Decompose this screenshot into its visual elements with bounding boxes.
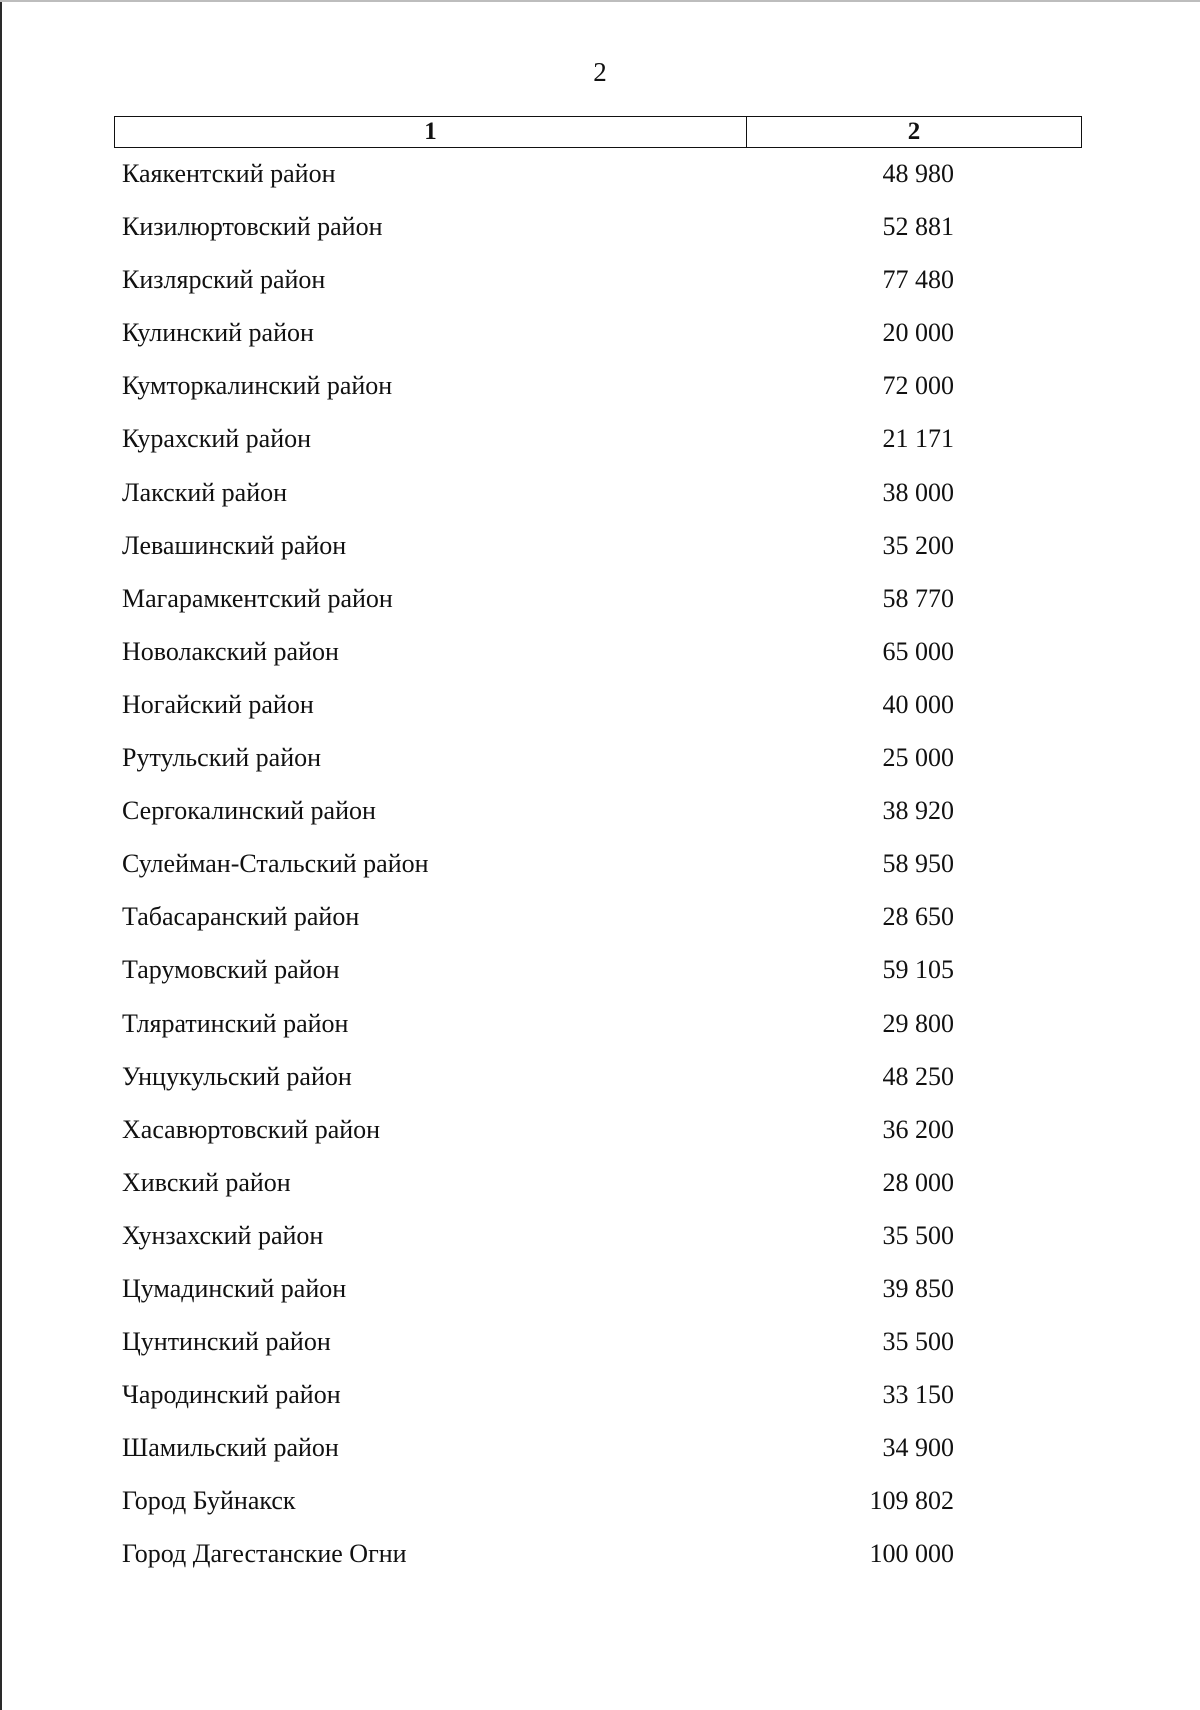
district-name: Город Дагестанские Огни — [122, 1539, 407, 1569]
table-header-column-1: 1 — [115, 117, 747, 147]
district-name: Каякентский район — [122, 159, 336, 188]
district-name: Новолакский район — [122, 636, 339, 666]
district-value: 58 770 — [882, 583, 954, 613]
table-row — [0, 415, 1200, 468]
district-name: Хунзахский район — [122, 1220, 324, 1250]
district-value: 21 171 — [882, 424, 954, 454]
table-row — [0, 1530, 1200, 1583]
district-value: 52 881 — [882, 212, 954, 242]
district-name: Кулинский район — [122, 318, 314, 348]
table-row — [0, 840, 1200, 893]
table-header — [114, 116, 1082, 148]
table-row — [0, 1477, 1200, 1530]
table-row — [0, 1053, 1200, 1106]
district-name: Тарумовский район — [122, 955, 340, 985]
district-name: Магарамкентский район — [122, 583, 393, 613]
district-value: 40 000 — [882, 689, 954, 719]
district-value: 77 480 — [882, 265, 954, 295]
district-value: 35 500 — [882, 1327, 954, 1357]
page-number: 2 — [593, 57, 607, 87]
table-row — [0, 1318, 1200, 1371]
district-value: 100 000 — [869, 1539, 954, 1569]
table-row — [0, 362, 1200, 415]
district-name: Кизилюртовский район — [122, 212, 383, 242]
district-value: 72 000 — [882, 371, 954, 401]
district-value: 33 150 — [882, 1380, 954, 1410]
table-row — [0, 628, 1200, 681]
district-value: 35 500 — [882, 1220, 954, 1250]
district-value: 38 000 — [882, 477, 954, 507]
district-value: 28 000 — [882, 1167, 954, 1197]
table-row — [0, 1265, 1200, 1318]
district-name: Унцукульский район — [122, 1061, 352, 1091]
district-value: 28 650 — [882, 902, 954, 932]
district-value: 20 000 — [882, 318, 954, 348]
district-name: Кизлярский район — [122, 265, 326, 295]
district-name: Лакский район — [122, 477, 288, 507]
table-row — [0, 734, 1200, 787]
district-value: 109 802 — [869, 1486, 954, 1516]
district-name: Сулейман-Стальский район — [122, 849, 429, 879]
table-row — [0, 893, 1200, 946]
district-name: Шамильский район — [122, 1433, 339, 1463]
district-name: Цунтинский район — [122, 1327, 331, 1357]
district-value: 25 000 — [882, 743, 954, 773]
district-name: Чародинский район — [122, 1380, 341, 1410]
district-name: Рутульский район — [122, 743, 322, 773]
table-row — [0, 256, 1200, 309]
district-value: 29 800 — [882, 1008, 954, 1038]
table-row — [0, 1424, 1200, 1477]
table-header-column-2: 2 — [907, 118, 921, 145]
table-row — [0, 469, 1200, 522]
table-row — [0, 946, 1200, 999]
district-name: Левашинский район — [122, 530, 347, 560]
table-row — [0, 309, 1200, 362]
district-value: 38 920 — [882, 796, 954, 826]
district-value: 36 200 — [882, 1114, 954, 1144]
table-row — [0, 1159, 1200, 1212]
district-value: 34 900 — [882, 1433, 954, 1463]
district-value: 59 105 — [882, 955, 954, 985]
district-name: Курахский район — [122, 424, 312, 454]
district-name: Город Буйнакск — [122, 1486, 296, 1516]
district-name: Кумторкалинский район — [122, 371, 393, 401]
table-row — [0, 1106, 1200, 1159]
table-row — [0, 203, 1200, 256]
table-row — [0, 681, 1200, 734]
district-name: Хивский район — [122, 1167, 291, 1197]
table-row — [0, 1371, 1200, 1424]
district-value: 35 200 — [882, 530, 954, 560]
district-value: 39 850 — [882, 1273, 954, 1303]
district-value: 48 980 — [882, 159, 954, 188]
district-value: 58 950 — [882, 849, 954, 879]
table-row — [0, 150, 1200, 203]
table-body — [0, 150, 1200, 1584]
table-row — [0, 522, 1200, 575]
district-name: Тляратинский район — [122, 1008, 349, 1038]
district-value: 48 250 — [882, 1061, 954, 1091]
district-name: Сергокалинский район — [122, 796, 376, 826]
district-name: Ногайский район — [122, 689, 314, 719]
district-name: Табасаранский район — [122, 902, 360, 932]
scan-edge-top — [0, 0, 1200, 2]
district-name: Цумадинский район — [122, 1273, 347, 1303]
table-row — [0, 575, 1200, 628]
district-name: Хасавюртовский район — [122, 1114, 381, 1144]
table-row — [0, 1212, 1200, 1265]
table-row — [0, 787, 1200, 840]
table-row — [0, 1000, 1200, 1053]
district-value: 65 000 — [882, 636, 954, 666]
